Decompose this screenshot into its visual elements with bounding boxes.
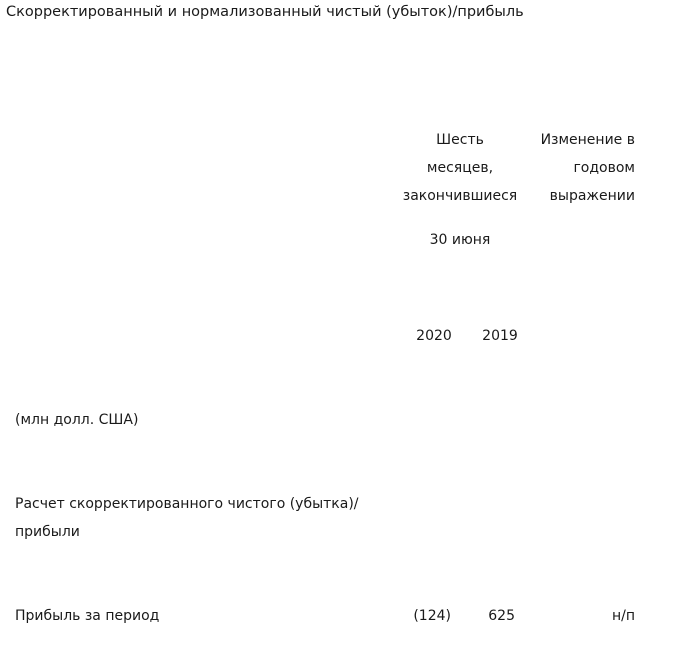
change-header-line-2: годовом <box>573 160 635 176</box>
units-label: (млн долл. США) <box>15 412 139 428</box>
period-header-line-3: закончившиеся <box>402 188 518 204</box>
section-label-line-2: прибыли <box>15 524 80 540</box>
page-title: Скорректированный и нормализованный чистый (убыток)/прибыль <box>6 4 524 20</box>
row-value-current: (124) <box>413 608 451 624</box>
change-header-line-3: выражении <box>549 188 635 204</box>
year-prior: 2019 <box>482 328 518 344</box>
row-label: Прибыль за период <box>15 608 160 624</box>
period-header-date: 30 июня <box>429 232 491 248</box>
section-label-line-1: Расчет скорректированного чистого (убытка)/ <box>15 496 359 512</box>
period-header-line-1: Шесть <box>436 132 484 148</box>
row-value-prior: 625 <box>488 608 515 624</box>
year-current: 2020 <box>416 328 452 344</box>
period-header-line-2: месяцев, <box>426 160 494 176</box>
row-value-change: н/п <box>611 608 635 624</box>
change-header-line-1: Изменение в <box>540 132 635 148</box>
